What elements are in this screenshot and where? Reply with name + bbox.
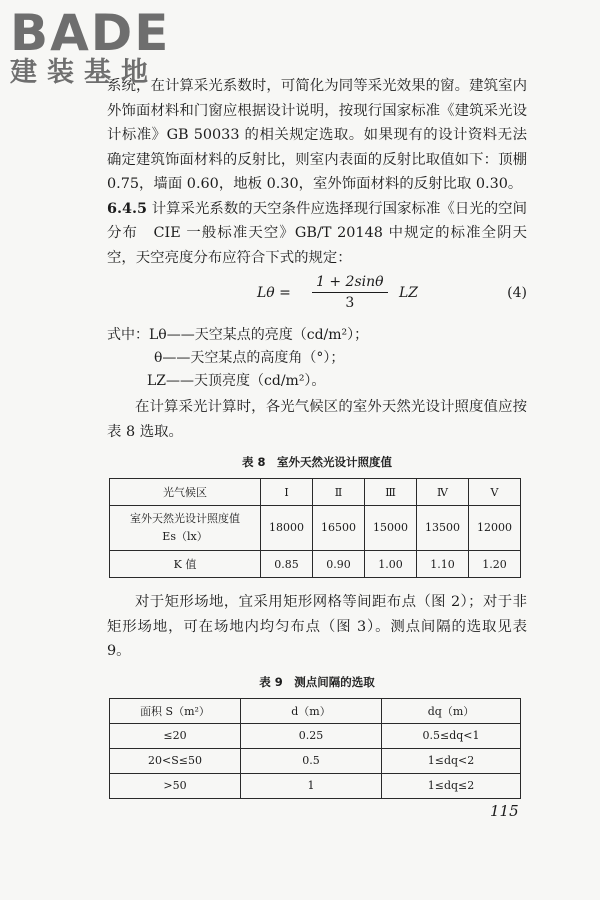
table-row [110, 748, 521, 773]
table-cell: 16500 [313, 506, 365, 551]
definition-row [107, 370, 527, 393]
table8-title: 表 8 室外天然光设计照度值 [241, 455, 392, 469]
table-header-row [110, 479, 521, 506]
table-header-cell: Ⅰ [261, 479, 313, 506]
section-6-4-5 [107, 197, 527, 271]
table-cell: K 值 [110, 551, 261, 578]
logo-subtitle: 建装基地 [10, 57, 158, 88]
table-cell: 13500 [417, 506, 469, 551]
definition-row [107, 347, 527, 370]
definition-lead: 式中： [107, 327, 149, 343]
table-header-cell: Ⅱ [313, 479, 365, 506]
row-label-line: 室外天然光设计照度值 [130, 512, 240, 525]
page-content [107, 74, 527, 799]
table9-title: 表 9 测点间隔的选取 [259, 674, 375, 689]
table-cell: 1 [241, 773, 382, 798]
table8 [109, 478, 521, 578]
logo-wordmark: BADE [10, 4, 171, 62]
definition-l-theta: Lθ——天空某点的亮度（cd/m²）； [149, 327, 369, 343]
formula-rhs: LZ [399, 285, 419, 301]
table-cell: 1≤dq≤2 [382, 773, 521, 798]
table-cell: ≤20 [110, 723, 241, 748]
table-cell: 12000 [469, 506, 521, 551]
table-cell: 1.10 [417, 551, 469, 578]
table-cell: 18000 [261, 506, 313, 551]
table-header-cell: Ⅲ [365, 479, 417, 506]
formula-number: (4) [507, 285, 527, 301]
table-cell: 0.5≤dq<1 [382, 723, 521, 748]
table-cell: 20<S≤50 [110, 748, 241, 773]
table9 [109, 698, 521, 799]
table-cell [110, 506, 261, 551]
formula-definitions [107, 324, 527, 393]
table-header-cell: dq（m） [382, 698, 521, 723]
table-row [110, 506, 521, 551]
table-cell: 1.20 [469, 551, 521, 578]
table-cell: >50 [110, 773, 241, 798]
definition-row [107, 324, 527, 347]
page-number: 115 [490, 802, 519, 820]
table-cell: 1≤dq<2 [382, 748, 521, 773]
table-header-row [110, 698, 521, 723]
table-cell: 15000 [365, 506, 417, 551]
definition-theta: θ——天空某点的高度角（°）； [154, 350, 345, 366]
table-cell: 1.00 [365, 551, 417, 578]
definition-lz: LZ——天顶亮度（cd/m²）。 [147, 373, 326, 389]
table-cell: 0.90 [313, 551, 365, 578]
row-label-line: Es（lx） [162, 530, 208, 543]
table-header-cell: 光气候区 [110, 479, 261, 506]
paragraph-reflectance: 系统，在计算采光系数时，可简化为同等采光效果的窗。建筑室内外饰面材料和门窗应根据设计说明，按现行国家标准《建筑采光设计标准》GB 50033 的相关规定选取。如果现有的设计资料无法确定建筑饰面材料的反射比，则室内表面的反射比取值如下：顶棚 0.75，墙面 0.60，地板 0.30，室外饰面材料的反射比取 0.30。 [107, 78, 527, 192]
table-cell: 0.25 [241, 723, 382, 748]
section-text: 计算采光系数的天空条件应选择现行国家标准《日光的空间分布 CIE 一般标准天空》GB/T 20148 中规定的标准全阴天空，天空亮度分布应符合下式的规定： [107, 200, 527, 266]
site-logo [10, 6, 170, 88]
formula-4 [107, 272, 527, 318]
section-number: 6.4.5 [107, 199, 148, 217]
table-row [110, 723, 521, 748]
table-row [110, 773, 521, 798]
formula-lhs: Lθ = [257, 285, 291, 301]
table-cell: 0.85 [261, 551, 313, 578]
table-cell: 0.5 [241, 748, 382, 773]
table-header-cell: 面积 S（m²） [110, 698, 241, 723]
formula-denominator: 3 [345, 295, 355, 311]
paragraph-table8-intro: 在计算采光计算时，各光气候区的室外天然光设计照度值应按表 8 选取。 [107, 399, 527, 440]
table-header-cell: Ⅳ [417, 479, 469, 506]
formula-numerator: 1 + 2sinθ [312, 272, 388, 293]
paragraph-table9-intro: 对于矩形场地，宜采用矩形网格等间距布点（图 2）；对于非矩形场地，可在场地内均匀布点（图 3）。测点间隔的选取见表 9。 [107, 594, 527, 659]
table-header-cell: Ⅴ [469, 479, 521, 506]
formula-fraction [312, 272, 388, 313]
table-header-cell: d（m） [241, 698, 382, 723]
table-row [110, 551, 521, 578]
